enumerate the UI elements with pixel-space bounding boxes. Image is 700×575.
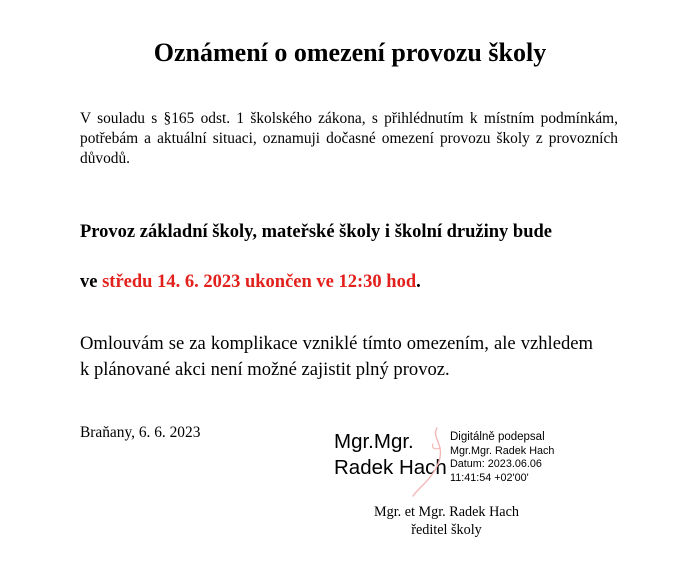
intro-paragraph: V souladu s §165 odst. 1 školského zákona, s přihlédnutím k místním podmínkám, potřebám a aktuální situaci, oznamuji dočasné omezení provozu školy z provozních důvodů. xyxy=(80,110,618,167)
digital-signature-line-4: 11:41:54 +02'00' xyxy=(450,471,529,484)
notice-suffix: . xyxy=(416,272,421,292)
place-date: Braňany, 6. 6. 2023 xyxy=(80,424,201,441)
digital-signature-line-2: Mgr.Mgr. Radek Hach xyxy=(450,444,555,457)
apology-paragraph: Omlouvám se za komplikace vzniklé tímto omezením, ale vzhledem k plánované akci není možné zajistit plný provoz. xyxy=(80,333,593,380)
signer-role: ředitel školy xyxy=(411,522,482,538)
digital-signature-line-1: Digitálně podepsal xyxy=(450,431,545,443)
notice-prefix: ve xyxy=(80,272,103,292)
digital-signature-line-3: Datum: 2023.06.06 xyxy=(450,458,542,470)
notice-line-1: Provoz základní školy, mateřské školy i školní družiny bude xyxy=(80,222,553,242)
notice-line-2 xyxy=(80,270,640,294)
document-title: Oznámení o omezení provozu školy xyxy=(153,38,547,67)
digital-signature-info xyxy=(450,431,554,485)
signature-mark-icon xyxy=(407,424,447,502)
signature-name-line-1: Mgr.Mgr. xyxy=(334,430,414,453)
notice-highlight: středu 14. 6. 2023 ukončen ve 12:30 hod xyxy=(102,272,417,292)
signer-block xyxy=(334,503,559,539)
signature-name-line-2: Radek Hach xyxy=(334,456,447,479)
signer-name: Mgr. et Mgr. Radek Hach xyxy=(374,504,519,520)
